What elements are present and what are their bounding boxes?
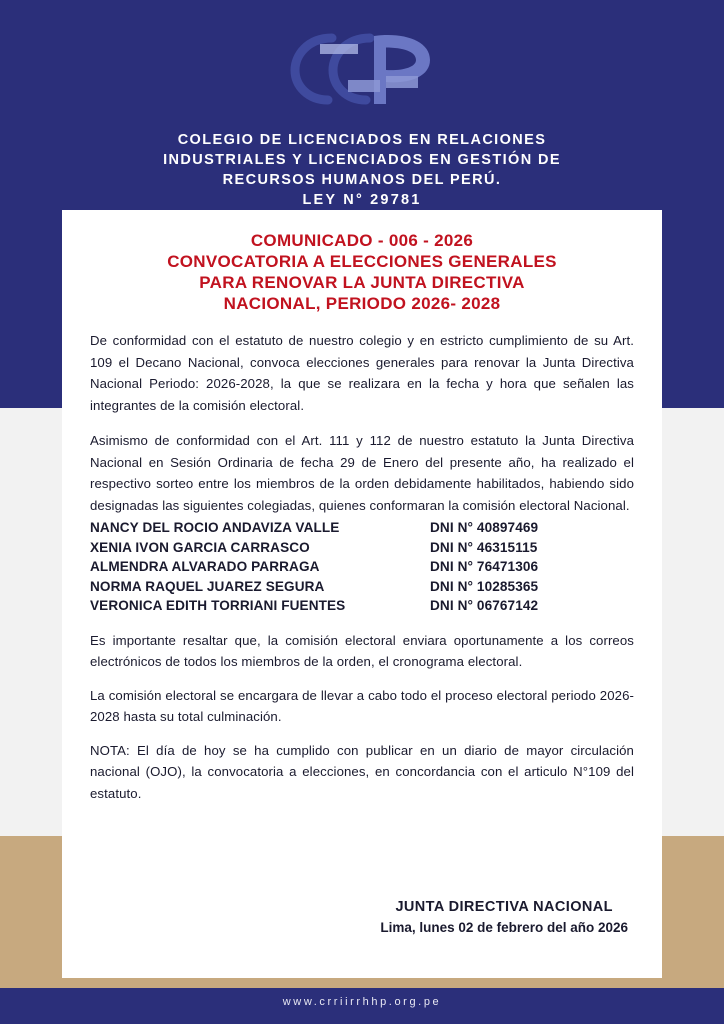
list-item	[90, 518, 634, 538]
member-dni: DNI N° 10285365	[430, 578, 539, 594]
notice-title-line-4: NACIONAL, PERIODO 2026- 2028	[223, 294, 501, 313]
member-dni: DNI N° 46315115	[430, 539, 538, 555]
signature-block	[380, 896, 628, 938]
member-name: ALMENDRA ALVARADO PARRAGA	[90, 559, 320, 574]
notice-paragraph-1: De conformidad con el estatuto de nuestro colegio y en estricto cumplimiento de su Art. 109 el Decano Nacional, convoca elecciones generales para renovar la Junta Directiva Nacional Periodo: 2026-2028, la que se realizara en la fecha y hora que señalen las integrantes de la comisión electoral.	[90, 333, 634, 413]
notice-paragraph-4: La comisión electoral se encargara de llevar a cabo todo el proceso electoral periodo 2026-2028 hasta su total culminación.	[90, 687, 634, 724]
notice-card	[62, 210, 662, 978]
crrhh-monogram-logo-icon	[262, 18, 462, 118]
member-dni: DNI N° 76471306	[430, 559, 539, 574]
notice-paragraph-3: Es importante resaltar que, la comisión electoral enviara oportunamente a los correos electrónicos de todos los miembros de la orden, el cronograma electoral.	[90, 632, 634, 669]
signature-date: Lima, lunes 02 de febrero del año 2026	[380, 920, 628, 935]
notice-title	[90, 230, 634, 314]
org-title-line-1: COLEGIO DE LICENCIADOS EN RELACIONES	[177, 132, 547, 148]
notice-paragraph-2: Asimismo de conformidad con el Art. 111 y 112 de nuestro estatuto la Junta Directiva Nacional en Sesión Ordinaria de fecha 29 de Enero del presente año, ha realizado el respectivo sorteo entre los miembros de la orden debidamente habilitados, habiendo sido designadas las siguientes colegiadas, quienes conformaran la comisión electoral Nacional.	[90, 433, 634, 513]
member-dni: DNI N° 40897469	[430, 520, 539, 535]
footer-website-link[interactable]: www.crriirrhhp.org.pe	[282, 996, 442, 1008]
list-item	[90, 577, 634, 597]
closing-paragraphs	[90, 630, 634, 805]
notice-title-line-3: PARA RENOVAR LA JUNTA DIRECTIVA	[199, 273, 525, 292]
logo-container	[0, 14, 724, 122]
member-name: XENIA IVON GARCIA CARRASCO	[90, 539, 310, 555]
list-item	[90, 596, 634, 616]
list-item	[90, 557, 634, 577]
signature-entity: JUNTA DIRECTIVA NACIONAL	[395, 899, 613, 915]
org-title-line-3: RECURSOS HUMANOS DEL PERÚ.	[222, 172, 502, 188]
electoral-commission-list	[90, 518, 634, 616]
member-name: VERONICA EDITH TORRIANI FUENTES	[90, 598, 346, 613]
member-name: NORMA RAQUEL JUAREZ SEGURA	[90, 578, 325, 594]
organization-title	[62, 130, 662, 210]
notice-title-line-2: CONVOCATORIA A ELECCIONES GENERALES	[167, 252, 557, 271]
org-title-line-2: INDUSTRIALES Y LICENCIADOS EN GESTIÓN DE	[163, 152, 561, 168]
notice-title-line-1: COMUNICADO - 006 - 2026	[250, 231, 474, 250]
list-item	[90, 538, 634, 558]
notice-paragraph-5: NOTA: El día de hoy se ha cumplido con publicar en un diario de mayor circulación nacional (OJO), la convocatoria a elecciones, en concordancia con el articulo N°109 del estatuto.	[90, 742, 634, 801]
member-name: NANCY DEL ROCIO ANDAVIZA VALLE	[90, 520, 340, 535]
org-law-line: LEY N° 29781	[302, 192, 422, 208]
member-dni: DNI N° 06767142	[430, 598, 539, 613]
